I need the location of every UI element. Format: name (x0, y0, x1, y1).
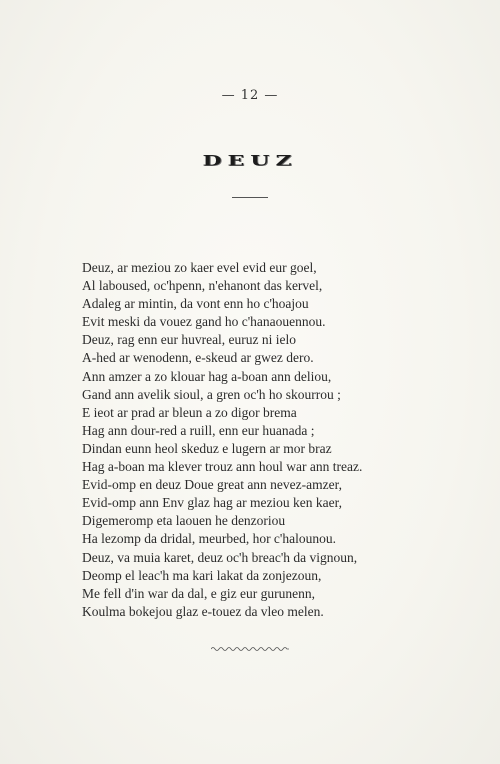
poem-line: Ann amzer a zo klouar hag a-boan ann deliou, (82, 368, 332, 384)
poem-line: Deuz, ar meziou zo kaer evel evid eur goel, (82, 260, 317, 275)
poem-line: Deuz, rag enn eur huvreal, euruz ni ielo (82, 332, 297, 348)
poem-line: Evid-omp ann Env glaz hag ar meziou ken kaer, (82, 495, 342, 511)
poem-title: DEUZ (202, 152, 298, 170)
poem-line: Hag a-boan ma klever trouz ann houl war ann treaz. (82, 459, 363, 475)
poem-body (82, 259, 412, 621)
title-divider (232, 197, 268, 198)
poem-line: Gand ann avelik sioul, a gren oc'h ho skourrou ; (82, 386, 341, 402)
poem-line: Dindan eunn heol skeduz e lugern ar mor braz (82, 440, 332, 456)
poem-line: Koulma bokejou glaz e-touez da vleo melen. (82, 603, 324, 619)
poem-line: Digemeromp eta laouen he denzoriou (82, 513, 286, 529)
page-number: — 12 — (221, 88, 279, 103)
poem-line: A-hed ar wenodenn, e-skeud ar gwez dero. (82, 350, 314, 366)
wavy-ornament (211, 645, 289, 653)
poem-line: Adaleg ar mintin, da vont enn ho c'hoajou (82, 296, 309, 312)
poem-line: E ieot ar prad ar bleun a zo digor brema (82, 404, 297, 420)
poem-line: Me fell d'in war da dal, e giz eur gurunenn, (82, 585, 315, 601)
poem-line: Deuz, va muia karet, deuz oc'h breac'h da vignoun, (82, 549, 358, 565)
poem-line: Evid-omp en deuz Doue great ann nevez-amzer, (82, 477, 342, 493)
poem-line: Evit meski da vouez gand ho c'hanaouennou. (82, 314, 326, 330)
poem-line: Al laboused, oc'hpenn, n'ehanont das kervel, (82, 278, 323, 294)
poem-line: Hag ann dour-red a ruill, enn eur huanada ; (82, 422, 315, 438)
poem-line: Ha lezomp da dridal, meurbed, hor c'halounou. (82, 531, 336, 547)
poem-line: Deomp el leac'h ma kari lakat da zonjezoun, (82, 567, 322, 583)
